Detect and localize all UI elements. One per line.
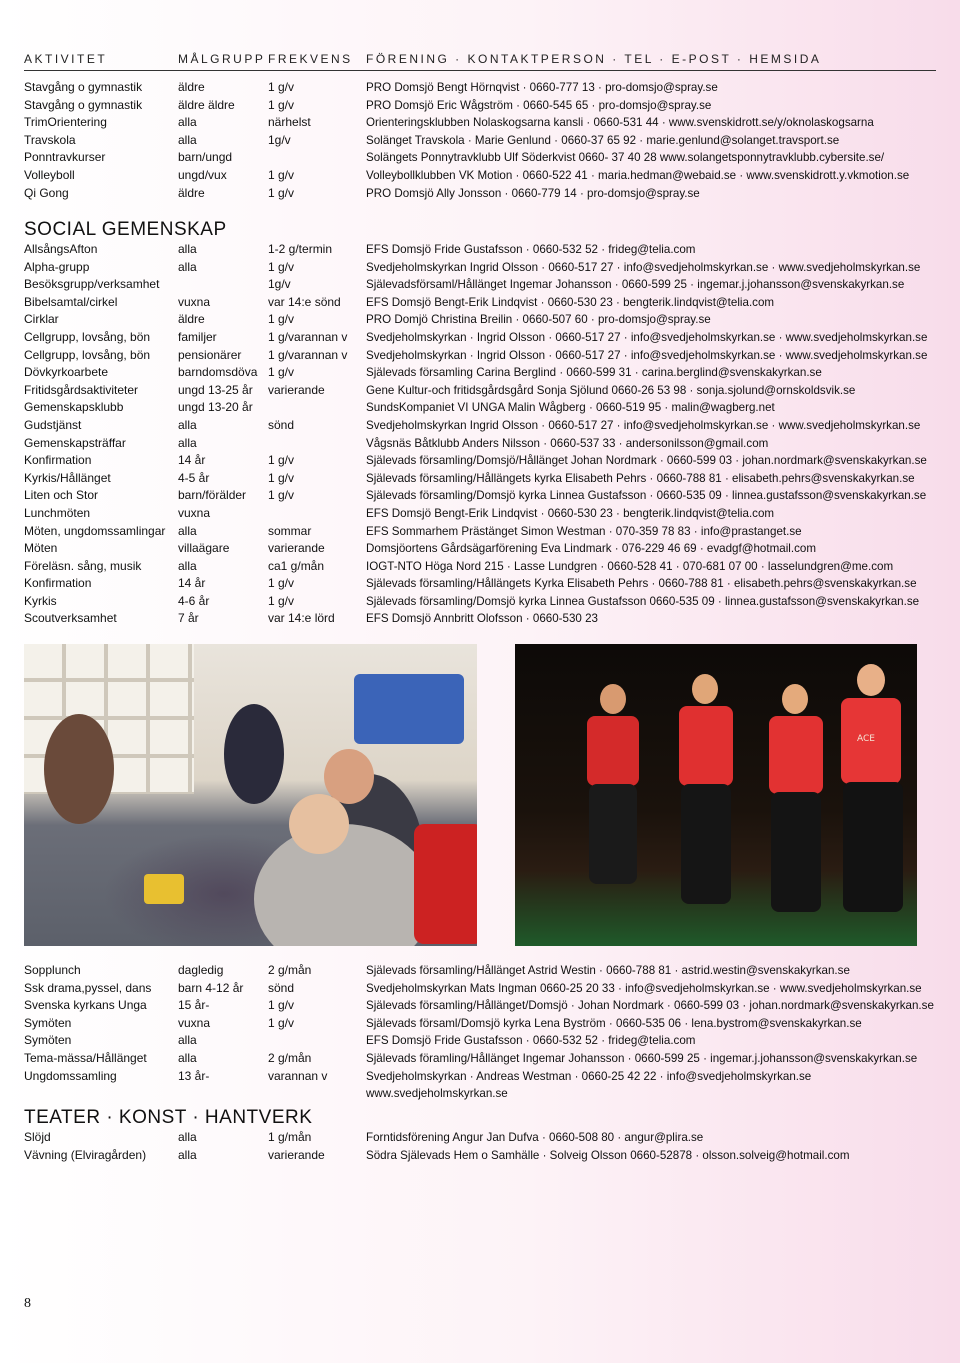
- cell-frekvens: 1 g/v: [268, 453, 295, 468]
- table-row: [24, 347, 944, 365]
- cell-aktivitet: Dövkyrkoarbete: [24, 365, 109, 380]
- cell-malgrupp: pensionärer: [178, 347, 242, 362]
- cell-malgrupp: villaägare: [178, 541, 230, 556]
- cell-forening: IOGT-NTO Höga Nord 215 · Lasse Lundgren · 0660-528 41 · 070-681 07 00 · lasselundgren@me.com: [366, 559, 894, 573]
- cell-frekvens: varierande: [268, 1147, 325, 1162]
- table-row: [24, 167, 944, 185]
- cell-malgrupp: alla: [178, 115, 197, 130]
- cell-forening: Själevadsförsaml/Hållänget Ingemar Johansson · 0660-599 25 · ingemar.j.johansson@svenskakyrkan.se: [366, 278, 905, 292]
- table-row: [24, 79, 944, 97]
- cell-frekvens: 1 g/varannan v: [268, 329, 348, 344]
- cell-aktivitet: Liten och Stor: [24, 488, 99, 503]
- table-row: [24, 1085, 944, 1103]
- cell-aktivitet: Möten: [24, 541, 58, 556]
- table-row: [24, 382, 944, 400]
- cell-malgrupp: vuxna: [178, 505, 211, 520]
- cell-frekvens: 1g/v: [268, 277, 291, 292]
- cell-aktivitet: Gemenskapsträffar: [24, 435, 126, 450]
- cell-malgrupp: ungd/vux: [178, 167, 227, 182]
- cell-forening: PRO Domsjö Ally Jonsson · 0660-779 14 · pro-domsjo@spray.se: [366, 186, 700, 200]
- cell-frekvens: var 14:e lörd: [268, 611, 335, 626]
- cell-frekvens: närhelst: [268, 115, 311, 130]
- cell-malgrupp: dagledig: [178, 963, 224, 977]
- cell-frekvens: sönd: [268, 417, 295, 432]
- cell-forening: Orienteringsklubben Nolaskogsarna kansli · 0660-531 44 · www.svenskidrott.se/y/oknolaskogsarna: [366, 116, 874, 130]
- table-row: [24, 575, 944, 593]
- header-frekvens: FREKVENS: [268, 52, 353, 66]
- cell-forening: Vågsnäs Båtklubb Anders Nilsson · 0660-537 33 · andersonilsson@gmail.com: [366, 436, 769, 450]
- table-row: [24, 558, 944, 576]
- cell-malgrupp: 14 år: [178, 453, 206, 468]
- cell-malgrupp: ungd 13-25 år: [178, 382, 253, 397]
- cell-frekvens: varannan v: [268, 1068, 328, 1083]
- cell-forening: EFS Domsjö Bengt-Erik Lindqvist · 0660-530 23 · bengterik.lindqvist@telia.com: [366, 295, 775, 309]
- table-row: [24, 997, 944, 1015]
- cell-aktivitet: Ponntravkurser: [24, 150, 106, 165]
- cell-aktivitet: Kyrkis: [24, 593, 57, 608]
- cell-malgrupp: alla: [178, 435, 197, 450]
- cell-forening: Själevads församling/Domsjö/Hållänget Johan Nordmark · 0660-599 03 · johan.nordmark@svenskakyrkan.se: [366, 454, 927, 468]
- table-row: [24, 487, 944, 505]
- cell-aktivitet: Gudstjänst: [24, 417, 82, 432]
- cell-aktivitet: Fritidsgårdsaktiviteter: [24, 382, 139, 397]
- cell-malgrupp: äldre: [178, 185, 205, 200]
- cell-aktivitet: Cellgrupp, lovsång, bön: [24, 347, 151, 362]
- cell-aktivitet: Lunchmöten: [24, 505, 91, 520]
- table-row: [24, 1129, 944, 1147]
- activity-list-teater: [24, 1129, 944, 1164]
- photo-dancer: [765, 684, 825, 914]
- cell-aktivitet: Besöksgrupp/verksamhet: [24, 277, 160, 292]
- shirt-print: ACE: [857, 734, 875, 744]
- cell-frekvens: ca1 g/mån: [268, 558, 325, 573]
- cell-frekvens: sommar: [268, 523, 312, 538]
- cell-forening: EFS Domsjö Annbritt Olofsson · 0660-530 23: [366, 612, 598, 626]
- cell-frekvens: 1 g/v: [268, 312, 295, 327]
- table-row: [24, 149, 944, 167]
- cell-forening: SundsKompaniet VI UNGA Malin Wågberg · 0660-519 95 · malin@wagberg.net: [366, 401, 775, 415]
- cell-aktivitet: Gemenskapsklubb: [24, 400, 124, 415]
- photo-dance-performance: [515, 644, 917, 946]
- cell-aktivitet: TrimOrientering: [24, 115, 107, 130]
- cell-forening: Svedjeholmskyrkan · Ingrid Olsson · 0660-517 27 · info@svedjeholmskyrkan.se · www.svedjeholmskyrkan.se: [366, 348, 928, 362]
- cell-aktivitet: Bibelsamtal/cirkel: [24, 294, 118, 309]
- table-row: [24, 1068, 944, 1086]
- section-title-teater: TEATER · KONST · HANTVERK: [24, 1107, 313, 1128]
- table-row: [24, 114, 944, 132]
- cell-frekvens: 1 g/v: [268, 998, 295, 1013]
- cell-aktivitet: AllsångsAfton: [24, 242, 98, 256]
- cell-aktivitet: Scoutverksamhet: [24, 611, 117, 626]
- table-row: [24, 1015, 944, 1033]
- cell-malgrupp: alla: [178, 132, 197, 147]
- table-row: [24, 1032, 944, 1050]
- cell-forening: Svedjeholmskyrkan · Andreas Westman · 0660-25 42 22 · info@svedjeholmskyrkan.se: [366, 1069, 812, 1083]
- cell-malgrupp: 15 år-: [178, 998, 210, 1013]
- cell-frekvens: 1 g/v: [268, 97, 295, 112]
- cell-malgrupp: alla: [178, 242, 197, 256]
- cell-forening: Själevads församling/Domsjö kyrka Linnea Gustafsson · 0660-535 09 · linnea.gustafsson@svenskakyrkan.se: [366, 489, 927, 503]
- cell-malgrupp: 7 år: [178, 611, 199, 626]
- cell-aktivitet: Slöjd: [24, 1130, 51, 1144]
- table-row: [24, 417, 944, 435]
- photo-dancer: [585, 684, 640, 884]
- table-row: [24, 610, 944, 628]
- cell-aktivitet: Sopplunch: [24, 963, 81, 977]
- table-row: [24, 540, 944, 558]
- photo-children-playgroup: [24, 644, 477, 946]
- cell-malgrupp: äldre äldre: [178, 97, 235, 112]
- cell-forening: Själevads församling/Domsjö kyrka Linnea Gustafsson 0660-535 09 · linnea.gustafsson@svenskakyrkan.se: [366, 594, 920, 608]
- table-row: [24, 593, 944, 611]
- cell-frekvens: 1g/v: [268, 132, 291, 147]
- cell-forening: Själevads församl/Domsjö kyrka Lena Byström · 0660-535 06 · lena.bystrom@svenskakyrkan.se: [366, 1016, 862, 1030]
- header-aktivitet: AKTIVITET: [24, 52, 108, 66]
- table-row: [24, 452, 944, 470]
- table-row: [24, 241, 944, 259]
- table-row: [24, 399, 944, 417]
- cell-frekvens: 2 g/mån: [268, 1050, 312, 1065]
- cell-aktivitet: Möten, ungdomssamlingar: [24, 523, 166, 538]
- cell-malgrupp: vuxna: [178, 294, 211, 309]
- table-row: [24, 470, 944, 488]
- cell-malgrupp: alla: [178, 1130, 197, 1144]
- table-row: [24, 311, 944, 329]
- cell-forening: Södra Själevads Hem o Samhälle · Solveig Olsson 0660-52878 · olsson.solveig@hotmail.com: [366, 1148, 850, 1162]
- table-row: [24, 259, 944, 277]
- cell-aktivitet: Kyrkis/Hållänget: [24, 470, 111, 485]
- cell-aktivitet: Qi Gong: [24, 185, 69, 200]
- cell-aktivitet: Svenska kyrkans Unga: [24, 998, 147, 1013]
- cell-aktivitet: Föreläsn. sång, musik: [24, 558, 142, 573]
- table-row: [24, 1050, 944, 1068]
- cell-malgrupp: barn/förälder: [178, 488, 247, 503]
- cell-malgrupp: ungd 13-20 år: [178, 400, 253, 415]
- cell-forening: EFS Domsjö Fride Gustafsson · 0660-532 52 · frideg@telia.com: [366, 1034, 696, 1048]
- cell-aktivitet: Symöten: [24, 1015, 72, 1030]
- activity-list-top: [24, 79, 944, 202]
- cell-forening: Själevads föramling/Hållänget Ingemar Johansson · 0660-599 25 · ingemar.j.johansson@svenskakyrkan.se: [366, 1051, 918, 1065]
- cell-malgrupp: barn 4-12 år: [178, 980, 244, 995]
- cell-forening: Forntidsförening Angur Jan Dufva · 0660-508 80 · angur@plira.se: [366, 1131, 704, 1144]
- photo-dancer: [675, 674, 735, 904]
- table-row: [24, 97, 944, 115]
- cell-forening: Själevads församling Carina Berglind · 0660-599 31 · carina.berglind@svenskakyrkan.se: [366, 366, 822, 380]
- cell-malgrupp: alla: [178, 417, 197, 432]
- cell-aktivitet: Travskola: [24, 132, 76, 147]
- cell-aktivitet: Ssk drama,pyssel, dans: [24, 980, 152, 995]
- cell-forening: Själevads församling/Hållängets Kyrka Elisabeth Pehrs · 0660-788 81 · elisabeth.pehrs@svenskakyrkan.se: [366, 577, 917, 591]
- header-malgrupp: MÅLGRUPP: [178, 52, 266, 66]
- table-row: [24, 1147, 944, 1165]
- cell-frekvens: 1 g/v: [268, 167, 295, 182]
- cell-forening: EFS Sommarhem Prästänget Simon Westman · 070-359 78 83 · info@prastanget.se: [366, 524, 802, 538]
- cell-aktivitet: Konfirmation: [24, 453, 92, 468]
- cell-forening: Svedjeholmskyrkan Mats Ingman 0660-25 20 33 · info@svedjeholmskyrkan.se · www.svedjeholmskyrkan.se: [366, 981, 922, 995]
- table-header: [24, 48, 936, 71]
- cell-malgrupp: äldre: [178, 80, 205, 94]
- table-row: [24, 329, 944, 347]
- table-row: [24, 505, 944, 523]
- cell-forening: Svedjeholmskyrkan Ingrid Olsson · 0660-517 27 · info@svedjeholmskyrkan.se · www.svedjeholmskyrkan.se: [366, 260, 921, 274]
- cell-aktivitet: Stavgång o gymnastik: [24, 97, 143, 112]
- table-row: [24, 980, 944, 998]
- cell-forening: PRO Domsjö Bengt Hörnqvist · 0660-777 13 · pro-domsjo@spray.se: [366, 81, 718, 94]
- cell-forening: Själevads församling/Hållänget Astrid Westin · 0660-788 81 · astrid.westin@svenskakyrkan.se: [366, 964, 850, 977]
- cell-malgrupp: 4-5 år: [178, 470, 210, 485]
- table-row: [24, 132, 944, 150]
- cell-malgrupp: 4-6 år: [178, 593, 210, 608]
- photo-blue-block: [354, 674, 464, 744]
- cell-malgrupp: familjer: [178, 329, 217, 344]
- cell-forening: Solänget Travskola · Marie Genlund · 0660-37 65 92 · marie.genlund@solanget.travsport.se: [366, 133, 840, 147]
- cell-forening: Svedjeholmskyrkan · Ingrid Olsson · 0660-517 27 · info@svedjeholmskyrkan.se · www.svedjeholmskyrkan.se: [366, 330, 928, 344]
- table-row: [24, 185, 944, 203]
- table-row: [24, 294, 944, 312]
- page-number: 8: [24, 1296, 31, 1311]
- cell-malgrupp: alla: [178, 1050, 197, 1065]
- cell-malgrupp: alla: [178, 523, 197, 538]
- cell-frekvens: 1 g/v: [268, 365, 295, 380]
- cell-frekvens: 1 g/v: [268, 259, 295, 274]
- cell-frekvens: 1 g/v: [268, 488, 295, 503]
- cell-malgrupp: barndomsdöva: [178, 365, 258, 380]
- activity-list-bottom: [24, 962, 944, 1103]
- cell-aktivitet: Cellgrupp, lovsång, bön: [24, 329, 151, 344]
- cell-frekvens: 1 g/v: [268, 470, 295, 485]
- cell-malgrupp: alla: [178, 1147, 197, 1162]
- cell-forening: Gene Kultur-och fritidsgårdsgård Sonja Sjölund 0660-26 53 98 · sonja.sjolund@ornskoldsvik.se: [366, 383, 856, 397]
- cell-forening: www.svedjeholmskyrkan.se: [366, 1087, 508, 1101]
- cell-frekvens: 1 g/v: [268, 80, 295, 94]
- cell-malgrupp: 14 år: [178, 576, 206, 591]
- cell-aktivitet: Stavgång o gymnastik: [24, 80, 143, 94]
- cell-frekvens: varierande: [268, 382, 325, 397]
- table-row: [24, 523, 944, 541]
- photo-dancer: [835, 664, 910, 914]
- photo-person: [224, 704, 284, 804]
- cell-aktivitet: Tema-mässa/Hållänget: [24, 1050, 147, 1065]
- cell-aktivitet: Symöten: [24, 1033, 72, 1048]
- photo-red-chair: [414, 824, 477, 944]
- cell-malgrupp: alla: [178, 1033, 197, 1048]
- cell-forening: Volleybollklubben VK Motion · 0660-522 41 · maria.hedman@webaid.se · www.svenskidrott.y.vkmotion.se: [366, 168, 910, 182]
- cell-malgrupp: alla: [178, 259, 197, 274]
- cell-aktivitet: Vävning (Elviragården): [24, 1147, 147, 1162]
- activity-list-social: [24, 241, 944, 628]
- cell-forening: Solängets Ponnytravklubb Ulf Söderkvist 0660- 37 40 28 www.solangetsponnytravklubb.cybersite.se/: [366, 151, 885, 165]
- cell-frekvens: var 14:e sönd: [268, 294, 341, 309]
- cell-frekvens: 1 g/v: [268, 593, 295, 608]
- section-title-social: SOCIAL GEMENSKAP: [24, 219, 227, 240]
- cell-forening: PRO Domsjö Eric Wågström · 0660-545 65 · pro-domsjo@spray.se: [366, 98, 712, 112]
- cell-frekvens: 1 g/v: [268, 1015, 295, 1030]
- cell-malgrupp: äldre: [178, 312, 205, 327]
- cell-malgrupp: vuxna: [178, 1015, 211, 1030]
- cell-forening: Svedjeholmskyrkan Ingrid Olsson · 0660-517 27 · info@svedjeholmskyrkan.se · www.svedjeholmskyrkan.se: [366, 418, 921, 432]
- cell-forening: PRO Domjö Christina Breilin · 0660-507 60 · pro-domsjo@spray.se: [366, 313, 711, 327]
- cell-forening: EFS Domsjö Fride Gustafsson · 0660-532 52 · frideg@telia.com: [366, 243, 696, 256]
- cell-forening: EFS Domsjö Bengt-Erik Lindqvist · 0660-530 23 · bengterik.lindqvist@telia.com: [366, 506, 775, 520]
- cell-frekvens: 1 g/mån: [268, 1130, 312, 1144]
- cell-frekvens: 1-2 g/termin: [268, 242, 333, 256]
- cell-aktivitet: Alpha-grupp: [24, 259, 90, 274]
- cell-aktivitet: Ungdomssamling: [24, 1068, 117, 1083]
- cell-malgrupp: barn/ungd: [178, 150, 233, 165]
- table-row: [24, 364, 944, 382]
- cell-aktivitet: Konfirmation: [24, 576, 92, 591]
- table-row: [24, 435, 944, 453]
- cell-aktivitet: Cirklar: [24, 312, 59, 327]
- header-forening: FÖRENING · KONTAKTPERSON · TEL · E-POST · HEMSIDA: [366, 52, 822, 66]
- table-row: [24, 962, 944, 980]
- photo-person: [44, 714, 114, 824]
- cell-forening: Själevads församling/Hållänget/Domsjö · Johan Nordmark · 0660-599 03 · johan.nordmark@svenskakyrkan.se: [366, 999, 934, 1013]
- photo-toy: [144, 874, 184, 904]
- cell-frekvens: 1 g/v: [268, 576, 295, 591]
- cell-frekvens: 2 g/mån: [268, 963, 312, 977]
- cell-malgrupp: alla: [178, 558, 197, 573]
- cell-aktivitet: Volleyboll: [24, 167, 75, 182]
- cell-frekvens: sönd: [268, 980, 295, 995]
- cell-frekvens: varierande: [268, 541, 325, 556]
- table-row: [24, 276, 944, 294]
- cell-forening: Domsjöortens Gårdsägarförening Eva Lindmark · 076-229 46 69 · evadgf@hotmail.com: [366, 542, 816, 556]
- cell-malgrupp: 13 år-: [178, 1068, 210, 1083]
- cell-frekvens: 1 g/v: [268, 185, 295, 200]
- cell-forening: Själevads församling/Hållängets kyrka Elisabeth Pehrs · 0660-788 81 · elisabeth.pehrs@svenskakyrkan.se: [366, 471, 915, 485]
- cell-frekvens: 1 g/varannan v: [268, 347, 348, 362]
- photo-face: [289, 794, 349, 854]
